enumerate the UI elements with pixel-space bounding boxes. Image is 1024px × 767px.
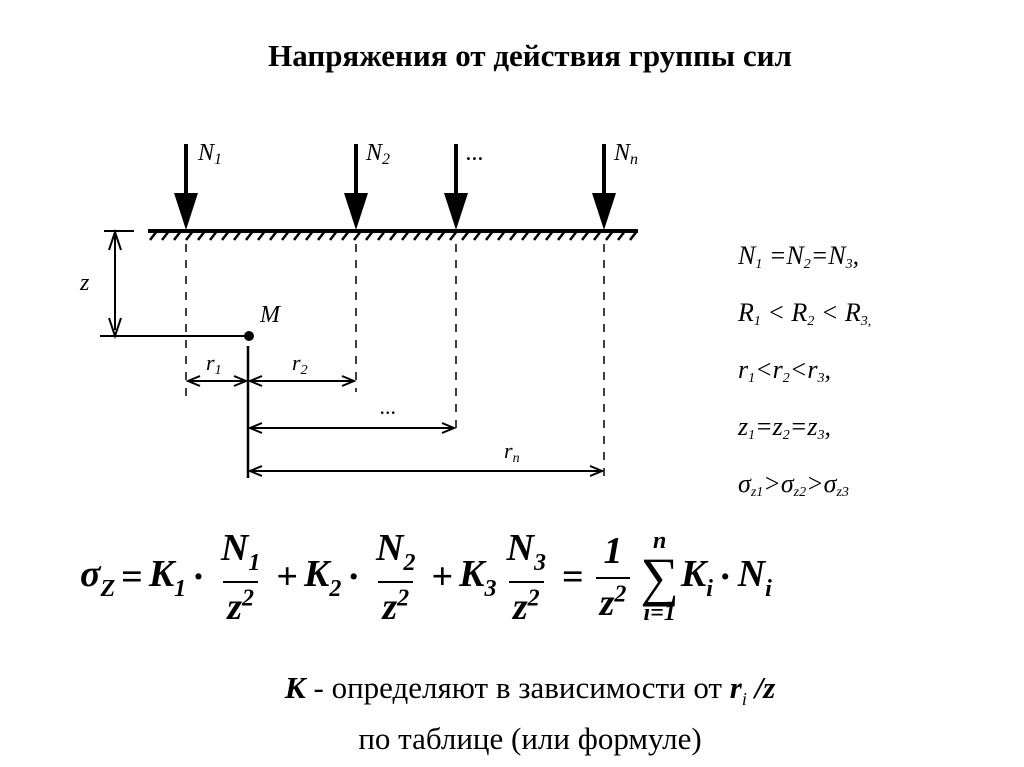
depth-label: z <box>80 270 90 296</box>
force-arrow-n2 <box>344 144 368 230</box>
force-label-ellipsis: ... <box>466 140 484 166</box>
page-title: Напряжения от действия группы сил <box>268 38 792 73</box>
force-label-nn: Nn <box>614 140 639 168</box>
distance-rn <box>250 466 602 476</box>
distance-label-rn: rn <box>504 438 520 466</box>
force-ni: $N_i$ <box>737 552 772 602</box>
equals-sign: = <box>561 556 584 598</box>
plus-sign: + <box>276 556 298 598</box>
dot-sign: · <box>347 556 361 598</box>
depth-dimension <box>100 231 245 336</box>
distance-label-r2: r2 <box>292 350 308 378</box>
fraction-one-over-z2: $\frac{1}{z^2}$ <box>596 529 631 625</box>
summation: n ∑ i=1 <box>640 527 679 627</box>
force-arrow-n3 <box>444 144 468 230</box>
force-label-n1: N1 <box>198 140 223 168</box>
coefficient-note <box>0 668 1024 759</box>
condition-row: $\sigma_{z1}>\sigma_{z2}>\sigma_{z3}$ <box>738 469 849 500</box>
point-label: M <box>260 302 280 328</box>
condition-row: $z_1=z_2=z_3$, <box>738 412 831 443</box>
distance-r3 <box>250 423 454 433</box>
point-m <box>244 331 254 341</box>
coef-k1: $K_1$ <box>148 552 187 602</box>
dot-sign: · <box>718 556 732 598</box>
note-line-1: К - определяют в зависимости от $r_i$ /z <box>284 670 776 710</box>
force-arrow-n1 <box>174 144 198 230</box>
coef-ki: $K_i$ <box>680 552 713 602</box>
dot-sign: · <box>192 556 205 598</box>
coef-k2: $K_2$ <box>303 552 342 602</box>
condition-row: $N_1 =N_2=N_3$, <box>738 241 860 272</box>
plus-sign: + <box>431 556 454 598</box>
distance-label-ellipsis: ... <box>380 394 397 419</box>
note-line-2: по таблице (или формуле) <box>358 721 702 757</box>
force-arrow-nn <box>592 144 616 230</box>
stress-formula <box>80 512 772 642</box>
equals-sign: = <box>121 556 143 598</box>
fraction-n2: $\frac{N_2}{z^2}$ <box>376 526 416 628</box>
conditions-list <box>738 232 871 517</box>
condition-row: $R_1 < R_2 < R_{3,}$ <box>738 298 872 329</box>
formula-lhs: $\sigma_Z$ <box>80 552 116 602</box>
force-label-n2: N2 <box>366 140 391 168</box>
fraction-n3: $\frac{N_3}{z^2}$ <box>506 526 546 628</box>
distance-label-r1: r1 <box>206 350 222 378</box>
condition-row: $r_1<r_2<r_3$, <box>738 355 831 386</box>
coef-k3: $K_3$ <box>459 552 497 602</box>
fraction-n1: $\frac{N_1}{z^2}$ <box>220 526 261 628</box>
